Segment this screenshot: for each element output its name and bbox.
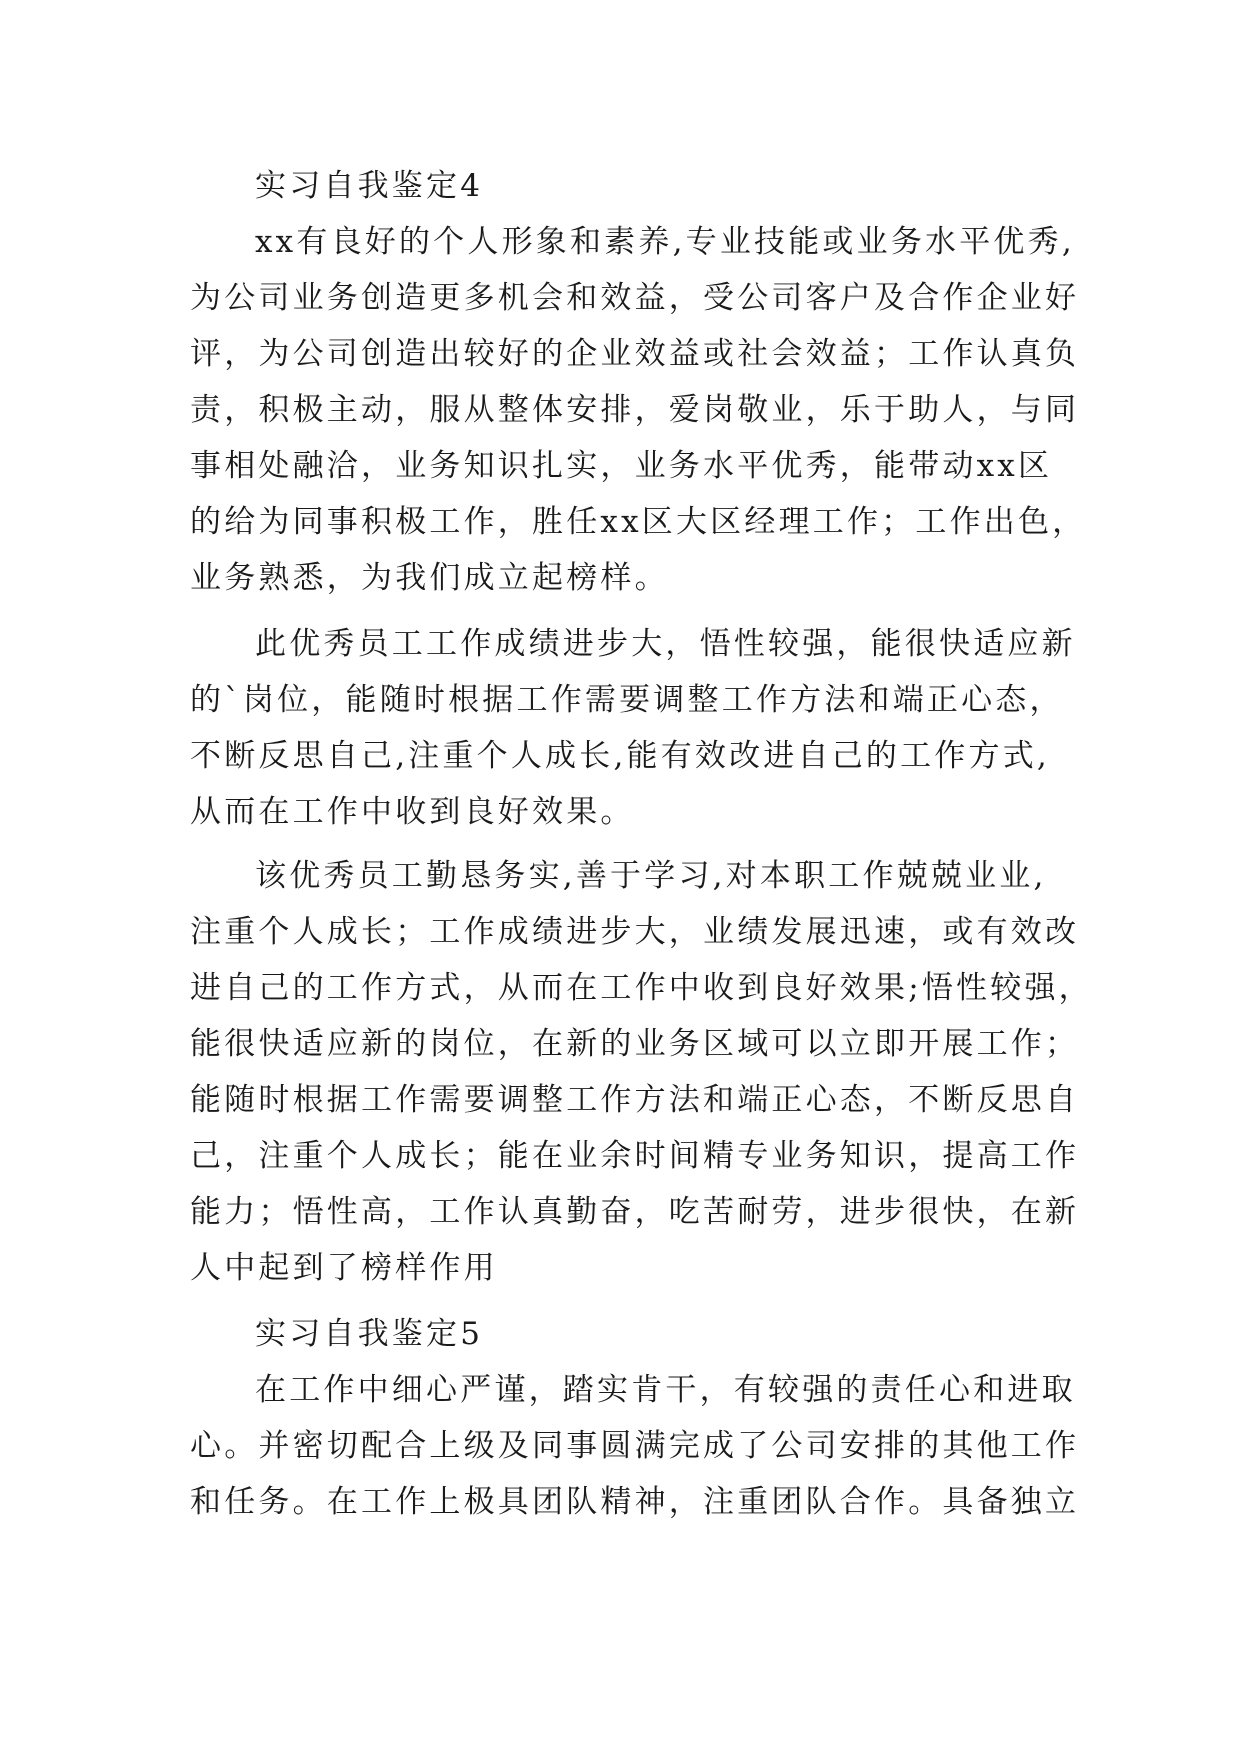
paragraph-line: 人中起到了榜样作用 xyxy=(190,1250,498,1286)
paragraph-line: 事相处融洽，业务知识扎实，业务水平优秀，能带动xx区 xyxy=(190,448,1053,484)
paragraph-line: 心。并密切配合上级及同事圆满完成了公司安排的其他工作 xyxy=(190,1428,1080,1464)
paragraph-line: 从而在工作中收到良好效果。 xyxy=(190,794,635,830)
section-heading: 实习自我鉴定5 xyxy=(255,1316,484,1352)
paragraph-line: 业务熟悉，为我们成立起榜样。 xyxy=(190,560,669,596)
paragraph-line: 己，注重个人成长；能在业余时间精专业务知识，提高工作 xyxy=(190,1138,1080,1174)
paragraph-line: 不断反思自己,注重个人成长,能有效改进自己的工作方式, xyxy=(190,738,1050,774)
paragraph-line: 的`岗位，能随时根据工作需要调整工作方法和端正心态， xyxy=(190,682,1064,718)
paragraph-line: 能力；悟性高，工作认真勤奋，吃苦耐劳，进步很快，在新 xyxy=(190,1194,1080,1230)
paragraph-line: 此优秀员工工作成绩进步大，悟性较强，能很快适应新 xyxy=(255,626,1076,662)
paragraph-line: 注重个人成长；工作成绩进步大，业绩发展迅速，或有效改 xyxy=(190,914,1080,950)
paragraph-line: 责，积极主动，服从整体安排，爱岗敬业，乐于助人，与同 xyxy=(190,392,1080,428)
paragraph-line: 评，为公司创造出较好的企业效益或社会效益；工作认真负 xyxy=(190,336,1080,372)
paragraph-line: 该优秀员工勤恳务实,善于学习,对本职工作兢兢业业, xyxy=(255,858,1047,894)
paragraph-line: 和任务。在工作上极具团队精神，注重团队合作。具备独立 xyxy=(190,1484,1080,1520)
paragraph-line: 能随时根据工作需要调整工作方法和端正心态，不断反思自 xyxy=(190,1082,1080,1118)
paragraph-line: 进自己的工作方式，从而在工作中收到良好效果;悟性较强， xyxy=(190,970,1093,1006)
paragraph-line: 能很快适应新的岗位，在新的业务区域可以立即开展工作； xyxy=(190,1026,1080,1062)
paragraph-line: 的给为同事积极工作，胜任xx区大区经理工作；工作出色， xyxy=(190,504,1087,540)
paragraph-line: xx有良好的个人形象和素养,专业技能或业务水平优秀, xyxy=(255,224,1075,260)
section-heading: 实习自我鉴定4 xyxy=(255,168,484,204)
paragraph-line: 为公司业务创造更多机会和效益，受公司客户及合作企业好 xyxy=(190,280,1080,316)
paragraph-line: 在工作中细心严谨，踏实肯干，有较强的责任心和进取 xyxy=(255,1372,1076,1408)
